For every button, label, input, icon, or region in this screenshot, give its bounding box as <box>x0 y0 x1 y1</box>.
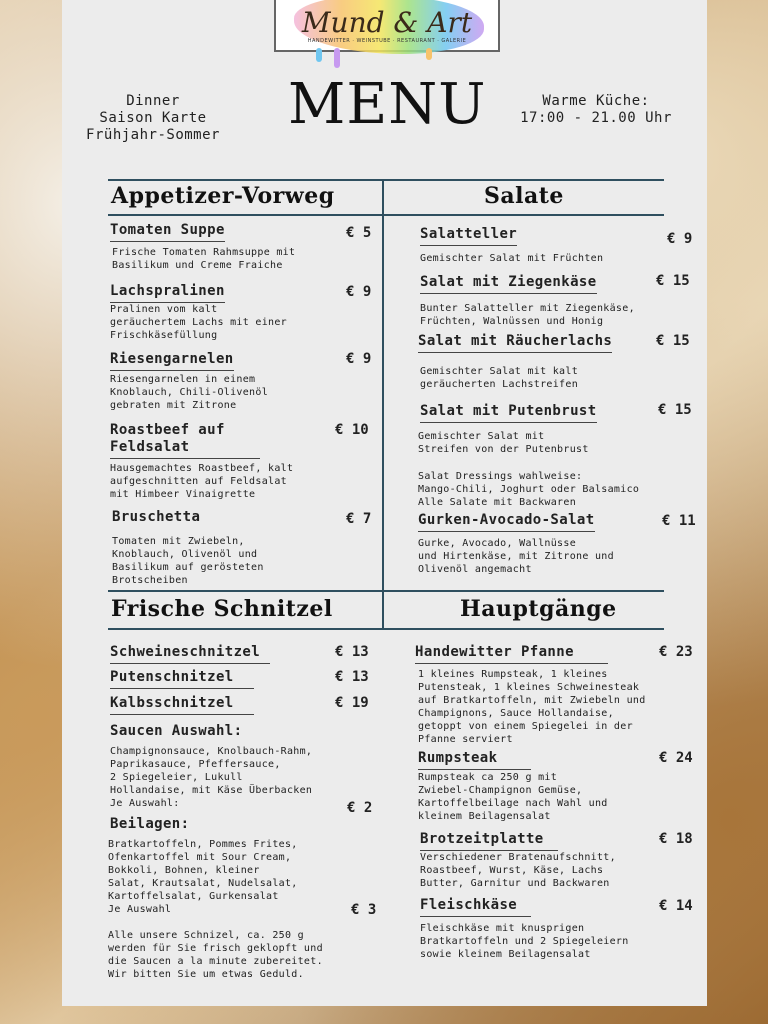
appetizer-desc: Hausgemachtes Roastbeef, kalt aufgeschnitten auf Feldsalat mit Himbeer Vinaigrette <box>110 463 294 500</box>
salad-name: Salat mit Räucherlachs <box>418 333 612 353</box>
salad-price: € 15 <box>658 402 692 418</box>
main-price: € 23 <box>659 644 693 660</box>
main-desc: Verschiedener Bratenaufschnitt, Roastbeef, Wurst, Käse, Lachs Butter, Garnitur und Backwaren <box>420 852 616 889</box>
schnitzel-price: € 19 <box>335 695 369 711</box>
beilagen-desc: Bratkartoffeln, Pommes Frites, Ofenkartoffel mit Sour Cream, Bokkoli, Bohnen, kleiner Salat, Krautsalat, Nudelsalat, Kartoffelsalat, Gurkensalat Je Auswahl <box>108 839 298 915</box>
salad-price: € 9 <box>667 231 693 247</box>
appetizer-desc: Riesengarnelen in einem Knoblauch, Chili-Olivenöl gebraten mit Zitrone <box>110 374 269 411</box>
schnitzel-price: € 13 <box>335 669 369 685</box>
salad-price: € 15 <box>656 273 690 289</box>
rule-vertical-lower <box>382 590 384 630</box>
logo-drip <box>316 48 322 62</box>
schnitzel-note: Alle unsere Schnizel, ca. 250 g werden für Sie frisch geklopft und die Saucen a la minute zubereitet. Wir bitten Sie um etwas Geduld. <box>108 930 323 980</box>
beilagen-title: Beilagen: <box>110 816 190 832</box>
main-name: Handewitter Pfanne <box>415 644 608 664</box>
beilagen-price: € 3 <box>351 902 377 918</box>
appetizer-name: Bruschetta <box>112 509 201 525</box>
page-title: MENU <box>288 72 487 137</box>
salad-desc: Gurke, Avocado, Wallnüsse und Hirtenkäse, mit Zitrone und Olivenöl angemacht <box>418 538 614 575</box>
logo-name: Mund & Art <box>301 6 473 39</box>
salad-name: Salatteller <box>420 226 517 246</box>
header-left <box>70 93 236 144</box>
main-desc: Fleischkäse mit knusprigen Bratkartoffeln und 2 Spiegeleiern sowie kleinem Beilagensalat <box>420 923 629 960</box>
header-season-name: Frühjahr-Sommer <box>86 127 220 143</box>
saucen-desc: Champignonsauce, Knolbauch-Rahm, Paprikasauce, Pfeffersauce, 2 Spiegeleier, Lukull Hollandaise, mit Käse Überbacken Je Auswahl: <box>110 746 313 809</box>
rule-under-headings-lower <box>108 628 664 630</box>
salad-desc: Bunter Salatteller mit Ziegenkäse, Früchten, Walnüssen und Honig <box>420 303 635 327</box>
header-saison: Saison Karte <box>99 110 207 126</box>
section-hauptgaenge: Hauptgänge <box>460 596 617 622</box>
restaurant-logo <box>274 0 500 52</box>
saucen-title: Saucen Auswahl: <box>110 723 243 739</box>
salad-desc: Gemischter Salat mit Früchten <box>420 253 604 264</box>
appetizer-desc: Pralinen vom kalt geräuchertem Lachs mit einer Frischkäsefüllung <box>110 304 287 341</box>
logo-drip <box>426 48 432 60</box>
appetizer-price: € 5 <box>346 225 372 241</box>
logo-subtitle: HANDEWITTER · WEINSTUBE · RESTAURANT · GALERIE <box>307 38 467 44</box>
main-desc: Rumpsteak ca 250 g mit Zwiebel-Champignon Gemüse, Kartoffelbeilage nach Wahl und kleinem Beilagensalat <box>418 772 608 822</box>
main-desc: 1 kleines Rumpsteak, 1 kleines Putensteak, 1 kleines Schweinesteak auf Bratkartoffeln, mit Zwiebeln und Champignons, Sauce Hollandaise, getoppt von einem Spiegelei in der Pfanne serviert <box>418 669 646 745</box>
schnitzel-name: Schweineschnitzel <box>110 644 270 664</box>
salad-price: € 11 <box>662 513 696 529</box>
salad-price: € 15 <box>656 333 690 349</box>
header-kitchen-label: Warme Küche: <box>542 93 650 109</box>
dressings-note: Salat Dressings wahlweise: Mango-Chili, Joghurt oder Balsamico Alle Salate mit Backwaren <box>418 471 640 508</box>
salad-desc: Gemischter Salat mit Streifen von der Putenbrust <box>418 431 589 455</box>
appetizer-desc: Frische Tomaten Rahmsuppe mit Basilikum und Creme Fraiche <box>112 247 296 271</box>
section-appetizer: Appetizer-Vorweg <box>111 183 335 209</box>
main-price: € 24 <box>659 750 693 766</box>
logo-drip <box>334 48 340 68</box>
main-name: Fleischkäse <box>420 897 531 917</box>
appetizer-name: Tomaten Suppe <box>110 222 225 242</box>
salad-name: Salat mit Ziegenkäse <box>420 274 597 294</box>
salad-desc: Gemischter Salat mit kalt geräucherten Lachstreifen <box>420 366 579 390</box>
schnitzel-name: Kalbsschnitzel <box>110 695 254 715</box>
main-price: € 18 <box>659 831 693 847</box>
header-kitchen-hours: 17:00 - 21.00 Uhr <box>520 110 672 126</box>
appetizer-name: Riesengarnelen <box>110 351 234 371</box>
appetizer-price: € 9 <box>346 351 372 367</box>
appetizer-price: € 10 <box>335 422 369 438</box>
section-salate: Salate <box>484 183 564 209</box>
rule-under-headings <box>108 214 664 216</box>
main-name: Rumpsteak <box>418 750 531 770</box>
appetizer-price: € 9 <box>346 284 372 300</box>
main-name: Brotzeitplatte <box>420 831 558 851</box>
salad-name: Gurken-Avocado-Salat <box>418 512 595 532</box>
header-right <box>496 93 696 127</box>
schnitzel-price: € 13 <box>335 644 369 660</box>
saucen-price: € 2 <box>347 800 373 816</box>
appetizer-name: Lachspralinen <box>110 283 225 303</box>
appetizer-price: € 7 <box>346 511 372 527</box>
rule-middle <box>108 590 664 592</box>
section-schnitzel: Frische Schnitzel <box>111 596 333 622</box>
main-price: € 14 <box>659 898 693 914</box>
rule-vertical-upper <box>382 179 384 591</box>
appetizer-desc: Tomaten mit Zwiebeln, Knoblauch, Olivenöl und Basilikum auf gerösteten Brotscheiben <box>112 536 264 586</box>
schnitzel-name: Putenschnitzel <box>110 669 254 689</box>
salad-name: Salat mit Putenbrust <box>420 403 597 423</box>
rule-top <box>108 179 664 181</box>
appetizer-name: Roastbeef auf Feldsalat <box>110 422 260 459</box>
header-dinner: Dinner <box>126 93 180 109</box>
